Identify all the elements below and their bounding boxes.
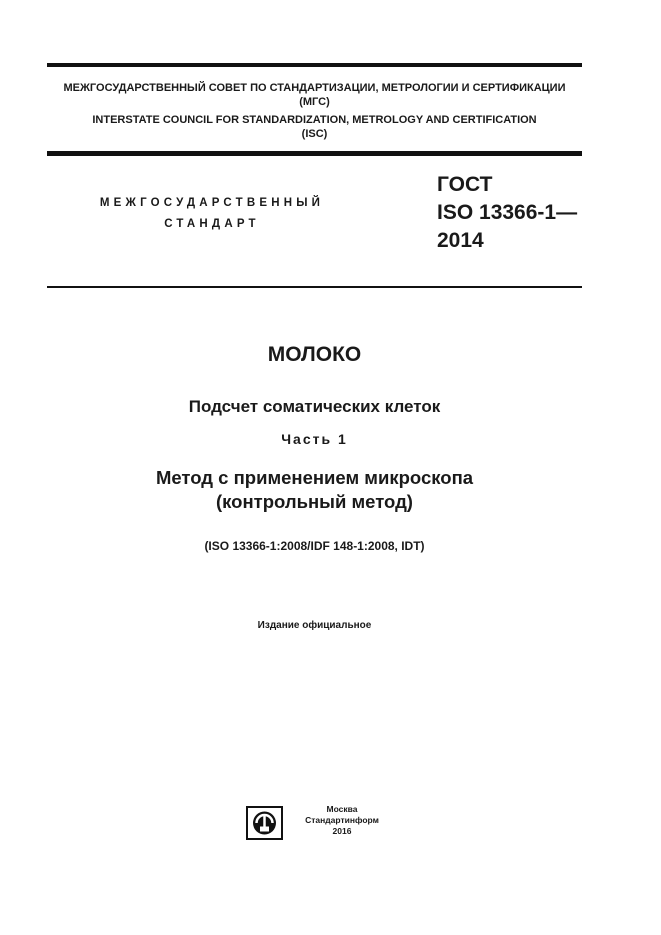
standartinform-logo-icon (246, 806, 283, 840)
document-title: МОЛОКО (267, 343, 362, 366)
standard-type-line1: МЕЖГОСУДАРСТВЕННЫЙ (99, 197, 325, 209)
publisher-city: Москва (326, 804, 358, 814)
standard-type-line2: СТАНДАРТ (164, 218, 260, 230)
publisher-block (246, 804, 396, 840)
publisher-year: 2016 (332, 826, 352, 836)
gost-designation (437, 171, 577, 255)
publisher-text (296, 804, 388, 837)
designation-rule (47, 286, 582, 288)
council-ru (47, 81, 582, 109)
council-en-abbr: (ISC) (301, 128, 328, 140)
council-ru-name: МЕЖГОСУДАРСТВЕННЫЙ СОВЕТ ПО СТАНДАРТИЗАЦИИ, МЕТРОЛОГИИ И СЕРТИФИКАЦИИ (63, 82, 566, 94)
gost-number: ISO 13366-1— (437, 201, 578, 224)
method-line1: Метод с применением микроскопа (155, 467, 474, 488)
standard-type (62, 193, 362, 235)
top-rule (47, 63, 582, 67)
document-subtitle: Подсчет соматических клеток (188, 397, 441, 416)
council-en-name: INTERSTATE COUNCIL FOR STANDARDIZATION, METROLOGY AND CERTIFICATION (92, 114, 537, 126)
header-rule (47, 151, 582, 156)
document-method (47, 466, 582, 514)
publisher-name: Стандартинформ (305, 815, 379, 825)
council-en (47, 113, 582, 141)
edition-note: Издание официальное (257, 620, 372, 631)
method-line2: (контрольный метод) (216, 491, 413, 512)
iso-reference: (ISO 13366-1:2008/IDF 148-1:2008, IDT) (204, 539, 425, 553)
gost-label: ГОСТ (437, 173, 493, 196)
document-part: Часть 1 (281, 431, 348, 447)
council-ru-abbr: (МГС) (299, 96, 330, 108)
gost-year: 2014 (437, 229, 484, 252)
